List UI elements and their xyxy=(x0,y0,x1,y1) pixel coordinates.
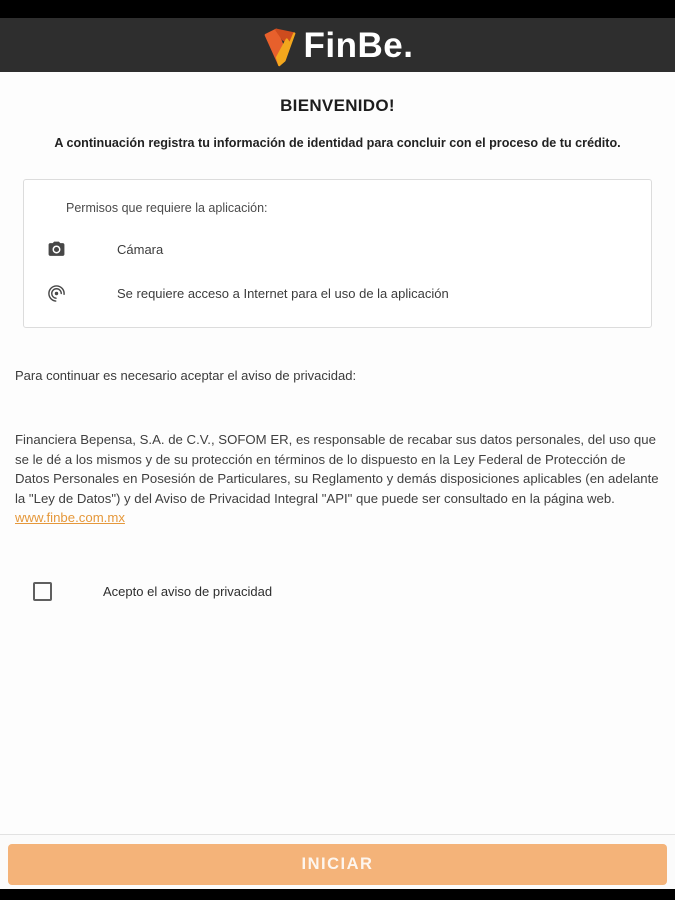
footer-bar xyxy=(0,834,675,889)
privacy-notice xyxy=(15,430,660,528)
app-header xyxy=(0,18,675,72)
main-content xyxy=(0,72,675,834)
brand-wordmark: FinBe. xyxy=(303,25,414,65)
start-button[interactable]: INICIAR xyxy=(8,844,667,885)
internet-icon xyxy=(47,284,66,303)
permission-label-camera: Cámara xyxy=(117,242,164,257)
finbe-logo-icon xyxy=(262,27,298,67)
privacy-notice-text: Financiera Bepensa, S.A. de C.V., SOFOM ER, es responsable de recabar sus datos personales, del uso que se le dé a los mismos y de su protección en términos de lo dispuesto en la Ley Federal de Protección de Datos Personales en Posesión de Particulares, su Reglamento y demás disposiciones aplicables (en adelante la "Ley de Datos") y del Aviso de Privacidad Integral "API" que puede ser consultado en la página web. xyxy=(15,432,659,506)
consent-row xyxy=(33,582,660,601)
camera-icon xyxy=(47,240,66,259)
navigation-bar xyxy=(0,889,675,900)
privacy-checkbox-label: Acepto el aviso de privacidad xyxy=(103,583,273,599)
permission-label-internet: Se requiere acceso a Internet para el uso de la aplicación xyxy=(117,286,449,301)
permission-row-camera xyxy=(46,240,635,259)
permissions-heading: Permisos que requiere la aplicación: xyxy=(66,201,268,215)
page-title: BIENVENIDO! xyxy=(280,96,395,115)
permissions-card xyxy=(23,179,652,328)
status-bar xyxy=(0,0,675,18)
page-subtitle: A continuación registra tu información de identidad para concluir con el proceso de tu crédito. xyxy=(54,136,621,150)
privacy-instruction: Para continuar es necesario aceptar el aviso de privacidad: xyxy=(15,368,357,383)
privacy-checkbox[interactable] xyxy=(33,582,52,601)
privacy-link[interactable]: www.finbe.com.mx xyxy=(15,510,125,525)
permission-row-internet xyxy=(46,284,635,303)
